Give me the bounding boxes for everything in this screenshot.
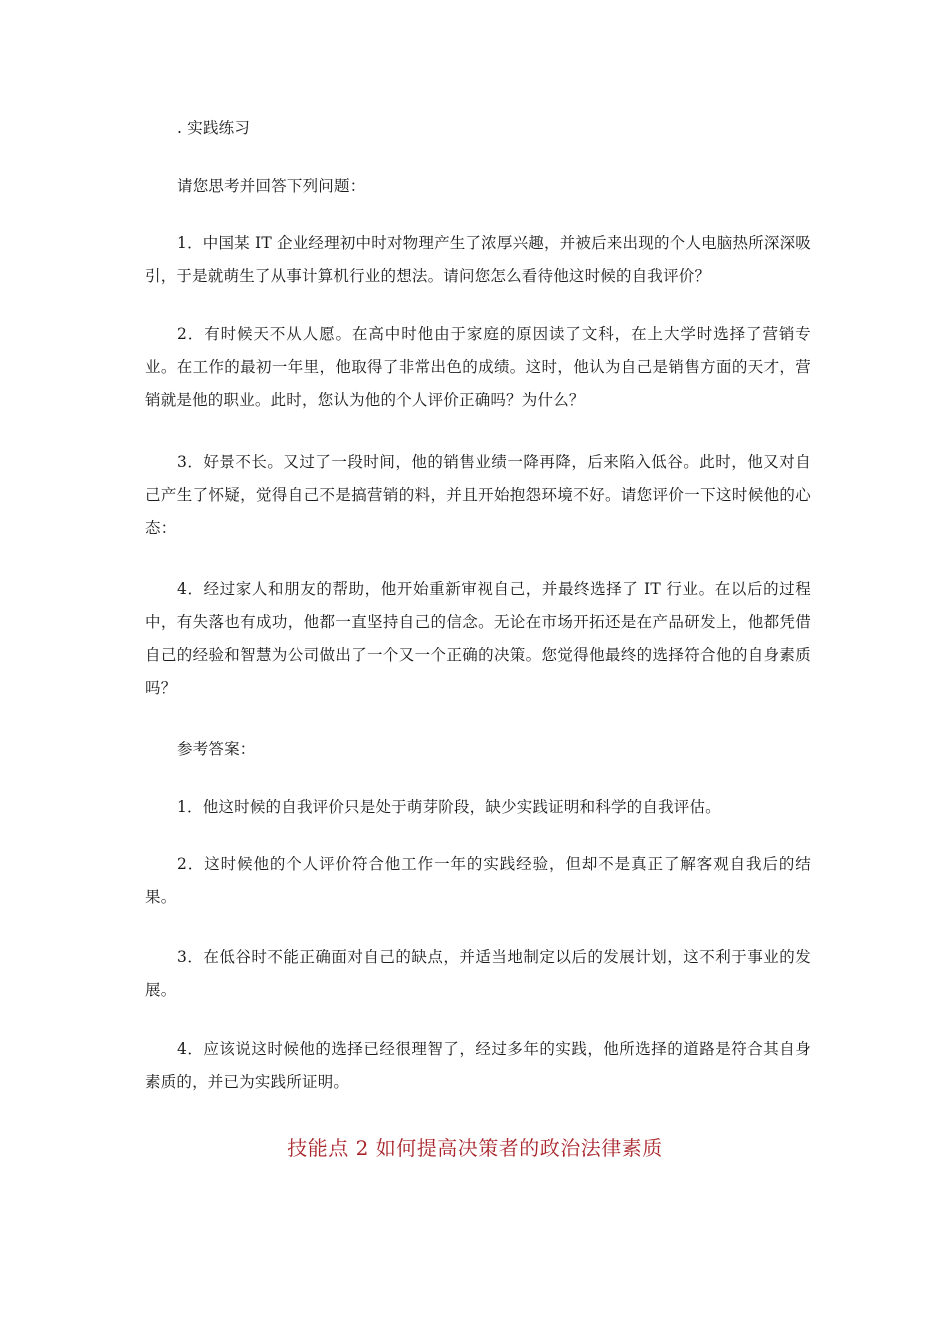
question-1: 1．中国某 IT 企业经理初中时对物理产生了浓厚兴趣，并被后来出现的个人电脑热所深深吸引，于是就萌生了从事计算机行业的想法。请问您怎么看待他这时候的自我评价？ bbox=[145, 234, 811, 285]
answer-2: 2．这时候他的个人评价符合他工作一年的实践经验，但却不是真正了解客观自我后的结果。 bbox=[145, 855, 811, 906]
answer-3: 3．在低谷时不能正确面对自己的缺点，并适当地制定以后的发展计划，这不利于事业的发展。 bbox=[145, 948, 811, 999]
prompt-text: 请您思考并回答下列问题： bbox=[177, 177, 366, 195]
answer-4: 4．应该说这时候他的选择已经很理智了，经过多年的实践，他所选择的道路是符合其自身素质的，并已为实践所证明。 bbox=[145, 1040, 811, 1091]
section-title: . 实践练习 bbox=[177, 119, 251, 137]
question-4: 4．经过家人和朋友的帮助，他开始重新审视自己，并最终选择了 IT 行业。在以后的过程中，有失落也有成功，他都一直坚持自己的信念。无论在市场开拓还是在产品研发上，他都凭借自己的经验和智慧为公司做出了一个又一个正确的决策。您觉得他最终的选择符合他的自身素质吗？ bbox=[145, 580, 811, 697]
question-3: 3．好景不长。又过了一段时间，他的销售业绩一降再降，后来陷入低谷。此时，他又对自己产生了怀疑，觉得自己不是搞营销的料，并且开始抱怨环境不好。请您评价一下这时候他的心态： bbox=[145, 453, 811, 537]
answer-1: 1．他这时候的自我评价只是处于萌芽阶段，缺少实践证明和科学的自我评估。 bbox=[177, 798, 721, 816]
question-2: 2．有时候天不从人愿。在高中时他由于家庭的原因读了文科，在上大学时选择了营销专业。在工作的最初一年里，他取得了非常出色的成绩。这时，他认为自己是销售方面的天才，营销就是他的职业。此时，您认为他的个人评价正确吗？为什么？ bbox=[145, 325, 811, 409]
skill-heading: 技能点 2 如何提高决策者的政治法律素质 bbox=[287, 1136, 663, 1160]
answers-title: 参考答案： bbox=[177, 740, 256, 758]
